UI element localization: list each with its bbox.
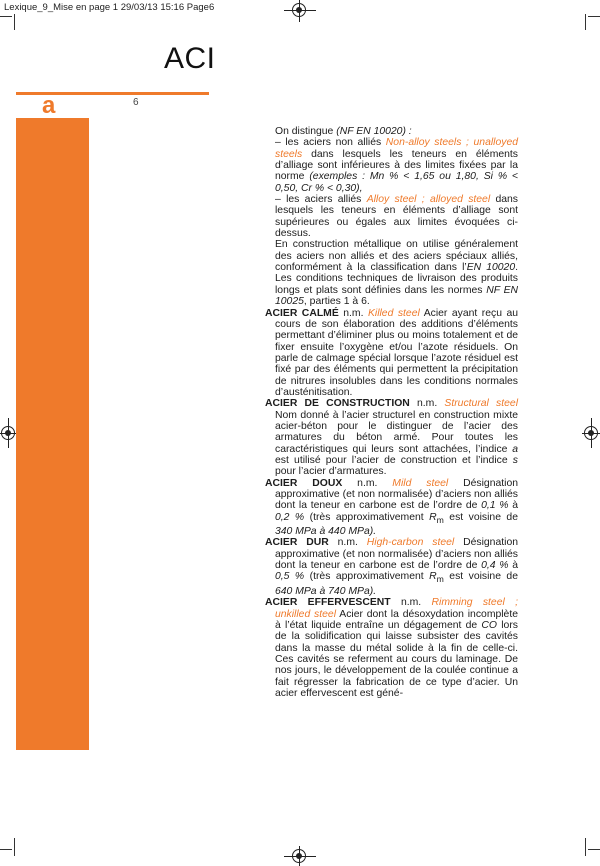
entry-term: ACIER DE CONSTRUCTION (265, 398, 410, 410)
english-translation: Killed steel (367, 307, 420, 319)
english-translation: Non-alloy steels ; unalloyed steels (275, 137, 518, 160)
crop-mark (14, 14, 15, 30)
crop-mark (588, 16, 600, 17)
intro-paragraph: – les aciers alliés Alloy steel ; alloyed steel dans lesquels les teneurs en éléments d’alliage sont supérieures ou égales aux limites évoquées ci-dessus. (275, 194, 518, 240)
intro-paragraph: On distingue (NF EN 10020) : (275, 126, 412, 137)
registration-mark-icon (292, 3, 306, 17)
entry-acier-doux: ACIER DOUX n.m. Mild steel Désignation approximative (et non normalisée) d’aciers non alliés dont la teneur en carbone est de l’ordre de 0,1 % à 0,2 % (très approximativement $R_m$ est voisine de 340 MPa à 440 MPa). (265, 477, 519, 538)
entry-term: ACIER CALMÉ (265, 307, 339, 319)
section-bar (16, 118, 89, 750)
print-slug: Lexique_9_Mise en page 1 29/03/13 15:16 Page6 (4, 2, 215, 13)
entry-acier-dur: ACIER DUR n.m. High-carbon steel Désignation approximative (et non normalisée) d’aciers non alliés dont la teneur en carbone est de l’ordre de 0,4 % à 0,5 % (très approximativement $R_m$ est voisine de 640 MPa à 740 MPa). (265, 537, 519, 597)
entry-acier-de-construction: ACIER DE CONSTRUCTION n.m. Structural steel Nom donné à l’acier structurel en construction mixte acier-béton pour le distinguer de l’acier des armatures du béton armé. Pour toutes les caractéristiques qui leurs sont attachées, l’indice a est utilisé pour l’acier de construction et l’indice s pour l’acier d’armatures. (265, 398, 518, 478)
registration-mark-icon (1, 426, 15, 440)
body-text (265, 126, 518, 699)
english-translation: Mild steel (392, 477, 449, 489)
crop-mark (585, 838, 586, 856)
registration-mark-icon (584, 426, 598, 440)
crop-mark (14, 838, 15, 856)
section-letter: a (42, 92, 56, 119)
english-translation: Structural steel (444, 398, 518, 410)
english-translation: Rimming steel ; unkilled steel (275, 597, 519, 620)
running-head: ACI (164, 42, 216, 75)
entry-acier-calme: ACIER CALMÉ n.m. Killed steel Acier ayant reçu au cours de son élaboration des additions d’éléments permettant d’éliminer plus ou moins totalement et de fixer ensuite l’oxygène et/ou l’azote résiduels. On parle de calmage spécial lorsque l’azote résiduel est fixé par des éléments qui permettent la précipitation de nitrures insolubles dans les conditions normales d’austénitisation. (265, 307, 519, 398)
intro-paragraph: – les aciers non alliés Non-alloy steels ; unalloyed steels dans lesquels les teneurs en éléments d’alliage sont inférieures à des limites fixées par la norme (exemples : Mn % < 1,65 ou 1,80, Si % < 0,50, Cr % < 0,30), (275, 137, 518, 194)
entry-term: ACIER DOUX (265, 477, 343, 489)
intro-paragraph: En construction métallique on utilise généralement des aciers non alliés et des aciers spéciaux alliés, conformément à la classification dans l’EN 10020. Les conditions techniques de livraison des produits longs et plats sont définies dans les normes NF EN 10025, parties 1 à 6. (275, 239, 519, 308)
crop-mark (0, 16, 12, 17)
registration-mark-icon (292, 849, 306, 863)
entry-term: ACIER DUR (265, 537, 329, 549)
entry-term: ACIER EFFERVESCENT (265, 597, 391, 609)
crop-mark (585, 14, 586, 30)
english-translation: High-carbon steel (366, 537, 455, 549)
english-translation: Alloy steel ; alloyed steel (366, 194, 491, 206)
crop-mark (588, 849, 600, 850)
page-number: 6 (133, 97, 139, 108)
entry-acier-effervescent: ACIER EFFERVESCENT n.m. Rimming steel ; unkilled steel Acier dont la désoxydation incomplète à l’état liquide entraîne un dégagement de CO lors de la solidification qui laisse subsister des cavités dans la masse du métal solide à la fin de celle-ci. Ces cavités se referment au cours du laminage. De nos jours, le développement de la coulée continue a fait régresser la fabrication de ce type d’acier. Un acier effervescent est géné- (265, 597, 519, 699)
crop-mark (0, 849, 12, 850)
